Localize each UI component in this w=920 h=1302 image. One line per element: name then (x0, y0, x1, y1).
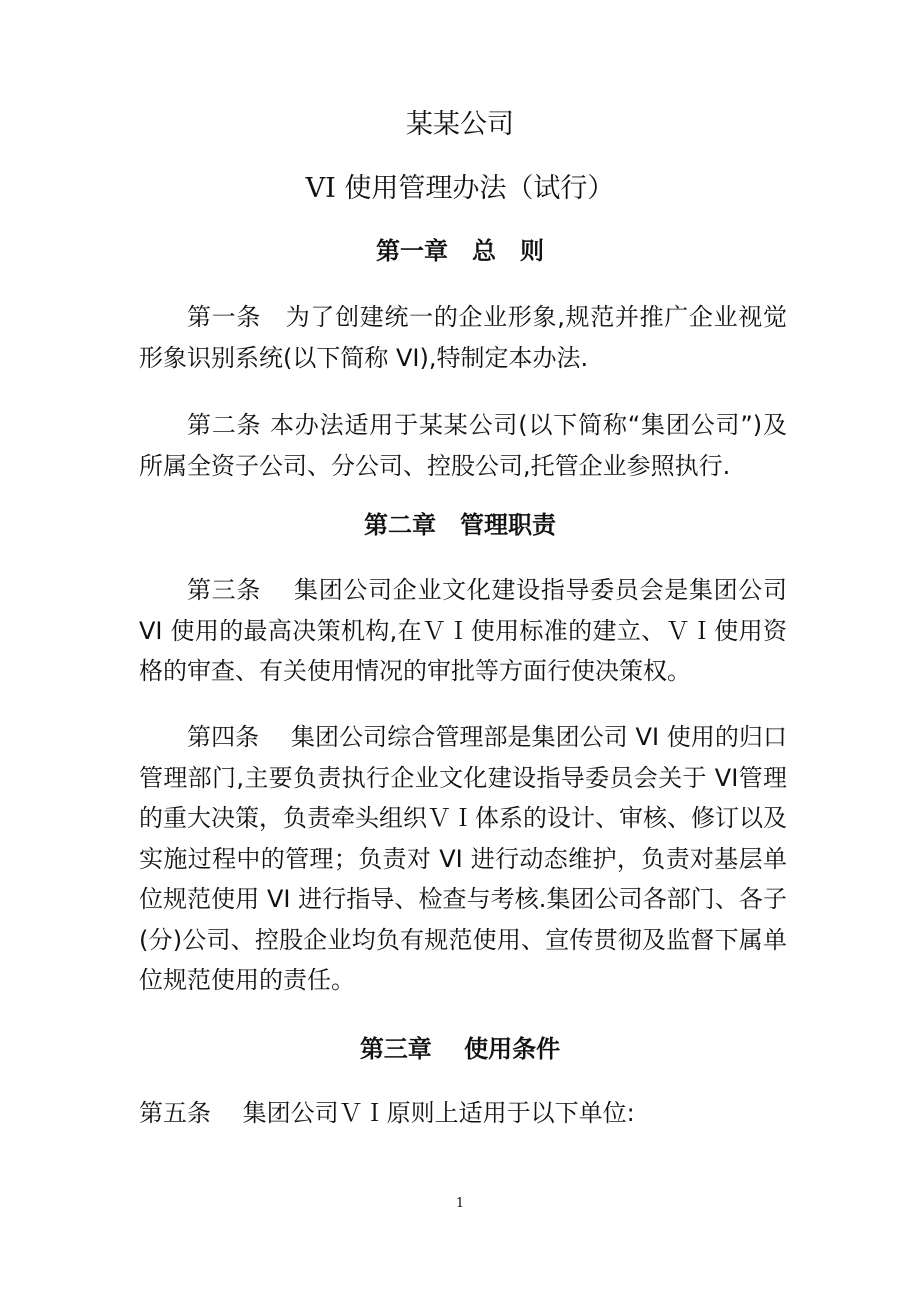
company-title: 某某公司 (406, 109, 514, 140)
article-1: 第一条 为了创建统一的企业形象,规范并推广企业视觉形象识别系统(以下简称 VI),特制定本办法. (139, 303, 787, 372)
page-number: 1 (455, 1196, 465, 1211)
article-3: 第三条 集团公司企业文化建设指导委员会是集团公司 VI 使用的最高决策机构,在ＶＩ使用标准的建立、ＶＩ使用资格的审查、有关使用情况的审批等方面行使决策权。 (139, 576, 795, 685)
article-5: 第五条 集团公司ＶＩ原则上适用于以下单位: (139, 1099, 635, 1127)
chapter-2-heading: 第二章 管理职责 (364, 511, 556, 539)
article-2: 第二条 本办法适用于某某公司(以下简称“集团公司”)及所属全资子公司、分公司、控股公司,托管企业参照执行. (139, 411, 787, 480)
chapter-1-heading: 第一章 总 则 (376, 237, 544, 265)
chapter-3-heading: 第三章 使用条件 (359, 1035, 561, 1063)
article-4: 第四条 集团公司综合管理部是集团公司 VI 使用的归口管理部门,主要负责执行企业文化建设指导委员会关于 VI管理的重大决策，负责牵头组织ＶＩ体系的设计、审核、修订以及实施过程中的管理；负责对 VI 进行动态维护，负责对基层单位规范使用 VI 进行指导、检查与考核.集团公司各部门、各子(分)公司、控股企业均负有规范使用、宣传贯彻及监督下属单位规范使用的责任。 (139, 723, 787, 994)
document-title: VI 使用管理办法（试行） (305, 173, 615, 204)
